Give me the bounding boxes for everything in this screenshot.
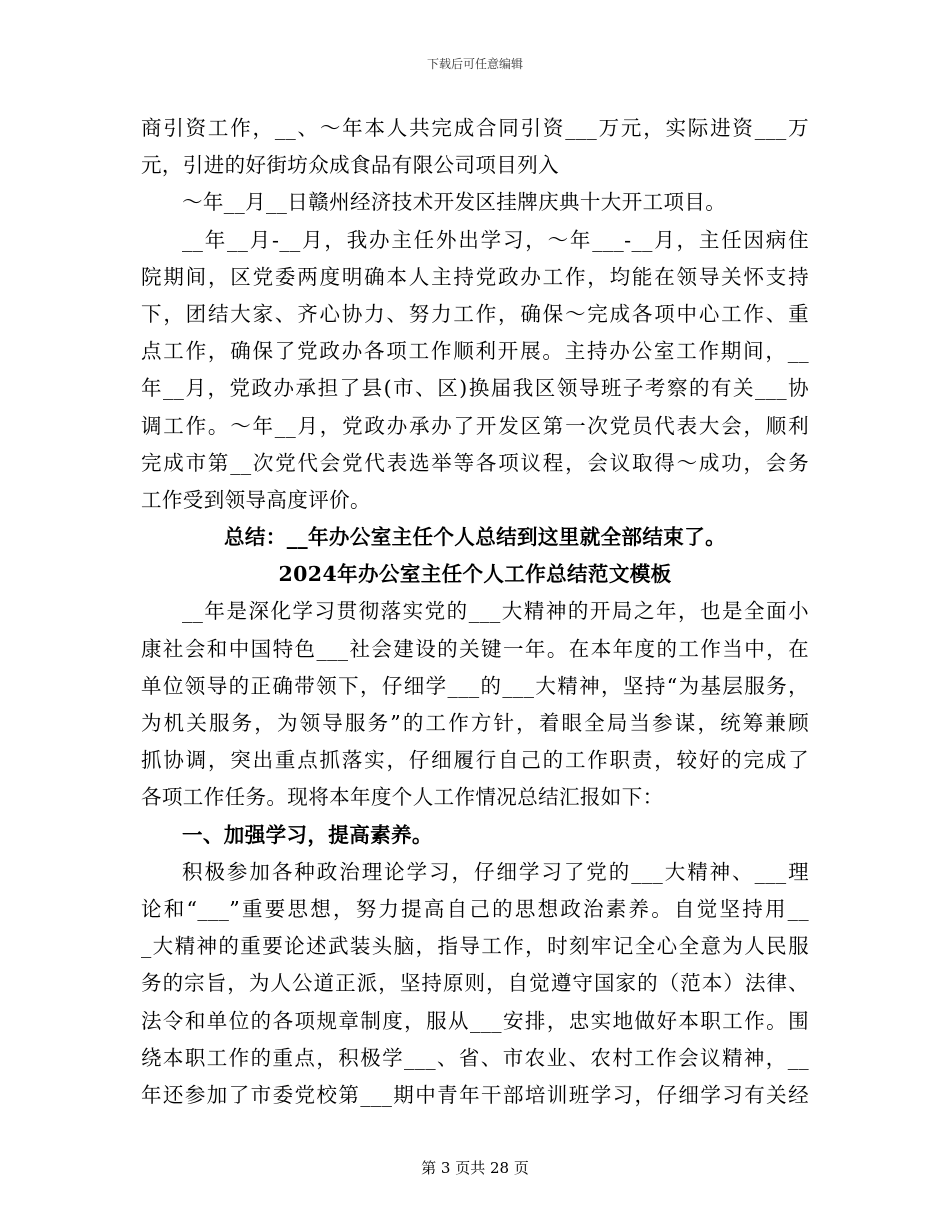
text-line: ～年__月__日赣州经济技术开发区挂牌庆典十大开工项目。 <box>182 190 727 215</box>
text-line: _大精神的重要论述武装头脑，指导工作，时刻牢记全心全意为人民服 <box>141 934 809 959</box>
text-line: 抓协调，突出重点抓落实，仔细履行自己的工作职责，较好的完成了 <box>141 748 809 773</box>
summary-line: 总结：__年办公室主任个人总结到这里就全部结束了。 <box>224 525 726 550</box>
text-line: 完成市第__次党代会党代表选举等各项议程，会议取得～成功，会务 <box>141 450 809 475</box>
text-line: 院期间，区党委两度明确本人主持党政办工作，均能在领导关怀支持 <box>141 264 809 289</box>
text-line: 元，引进的好街坊众成食品有限公司项目列入 <box>141 153 559 178</box>
text-line: 为机关服务，为领导服务”的工作方针，着眼全局当参谋，统筹兼顾 <box>141 711 809 735</box>
section-title: 2024年办公室主任个人工作总结范文模板 <box>278 562 672 587</box>
text-line: 务的宗旨，为人公道正派，坚持原则，自觉遵守国家的（范本）法律、 <box>141 971 809 996</box>
text-line: 调工作。～年__月，党政办承办了开发区第一次党员代表大会，顺利 <box>141 413 809 438</box>
text-line: 下，团结大家、齐心协力、努力工作，确保～完成各项中心工作、重 <box>141 301 809 326</box>
page-header: 下载后可任意编辑 <box>426 57 523 71</box>
text-line: 单位领导的正确带领下，仔细学___的___大精神，坚持“为基层服务， <box>141 673 809 698</box>
text-line: 商引资工作，__、～年本人共完成合同引资___万元，实际进资___万 <box>141 116 809 140</box>
text-line: 工作受到领导高度评价。 <box>141 487 371 512</box>
text-line: 法令和单位的各项规章制度，服从___安排，忠实地做好本职工作。围 <box>141 1008 809 1033</box>
text-line: __年是深化学习贯彻落实党的___大精神的开局之年，也是全面小 <box>182 599 809 624</box>
text-line: 年__月，党政办承担了县(市、区)换届我区领导班子考察的有关___协 <box>141 376 809 401</box>
text-line: __年__月-__月，我办主任外出学习，～年___-__月，主任因病住 <box>182 227 809 252</box>
section-heading: 一、加强学习，提高素养。 <box>182 822 433 847</box>
text-line: 各项工作任务。现将本年度个人工作情况总结汇报如下： <box>141 785 664 810</box>
text-line: 积极参加各种政治理论学习，仔细学习了党的___大精神、___理 <box>182 859 809 884</box>
text-line: 康社会和中国特色___社会建设的关键一年。在本年度的工作当中，在 <box>141 636 809 661</box>
page-footer: 第 3 页共 28 页 <box>421 1159 529 1177</box>
text-line: 年还参加了市委党校第___期中青年干部培训班学习，仔细学习有关经 <box>141 1082 809 1107</box>
text-line: 点工作，确保了党政办各项工作顺利开展。主持办公室工作期间，__ <box>141 339 809 364</box>
text-line: 论和“___”重要思想，努力提高自己的思想政治素养。自觉坚持用__ <box>141 896 809 921</box>
document-body <box>141 110 809 1114</box>
text-line: 绕本职工作的重点，积极学___、省、市农业、农村工作会议精神，__ <box>141 1045 809 1070</box>
